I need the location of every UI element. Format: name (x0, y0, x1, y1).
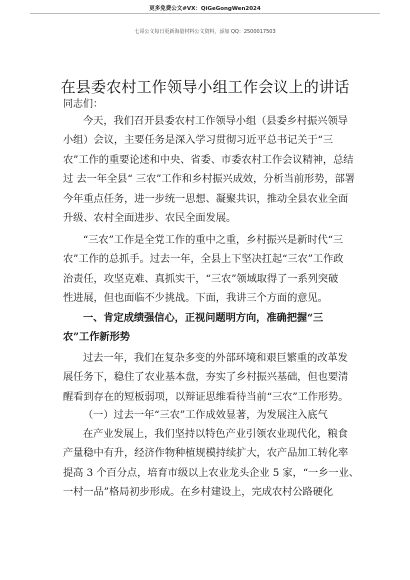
text-line: 性进展，但也面临不少挑战。下面，我讲三个方面的意见。 (63, 293, 328, 305)
text-line: 治责任，攻坚克难、真抓实干，“三农”领域取得了一系列突破 (63, 273, 339, 285)
heading-line: （一）过去一年“三农”工作成效显著，为发展注入底气 (83, 410, 328, 421)
heading-line: 一、肯定成绩强信心，正视问题明方向，准确把握“三 (83, 312, 324, 324)
text-line: 今天，我们召开县委农村工作领导小组（县委乡村振兴领导 (83, 116, 348, 127)
paragraph-4 (63, 425, 363, 503)
text-line: 小组）会议，主要任务是深入学习贯彻习近平总书记关于“三 (63, 135, 334, 147)
text-line: 醒看到存在的短板弱项，以辩证思维看待当前“三农”工作形势。 (63, 391, 349, 403)
text-line: 过去一年，我们在复杂多变的外部环境和艰巨繁重的改革发 (83, 353, 348, 364)
document-title: 在县委农村工作领导小组工作会议上的讲话 (60, 78, 350, 96)
salutation: 同志们： (63, 99, 103, 110)
paragraph-1 (63, 112, 363, 228)
text-line: 升级、农村全面进步、农民全面发展。 (63, 213, 237, 225)
text-line: 农”工作的总抓手。过去一年，全县上下坚决扛起“三农”工作政 (63, 254, 344, 266)
text-line: 在产业发展上，我们坚持以特色产业引领农业现代化，粮食 (83, 429, 348, 440)
page-header: 更多免费公文#VX：QiGeGongWen2024 (149, 6, 261, 12)
text-line: 农”工作的重要论述和中央、省委、市委农村工作会议精神，总结 (63, 154, 354, 166)
header-divider (30, 13, 380, 14)
paragraph-2 (63, 231, 363, 309)
text-line: 过 去一年全县“ 三农”工作和乡村振兴成效，分析当前形势，部署 (63, 174, 355, 186)
text-line: 今年重点任务，进一步统一思想、凝聚共识，推动全县农业全面 (63, 193, 349, 205)
text-line: “三农”工作是全党工作的重中之重，乡村振兴是新时代“三 (83, 235, 344, 246)
text-line: 展任务下，稳住了农业基本盘，夯实了乡村振兴基础，但也要清 (63, 372, 349, 384)
text-line: 一村一品”格局初步形成。在乡村建设上，完成农村公路硬化 (63, 487, 334, 499)
paragraph-3 (63, 349, 363, 407)
text-line: 提高 3 个百分点，培育市级以上农业龙头企业 5 家，“一乡一业、 (63, 467, 359, 479)
section-heading-1 (63, 309, 363, 348)
heading-line: 农”工作新形势 (63, 331, 130, 344)
subsection-heading-1 (63, 406, 363, 425)
promo-line: 七哥公文每日更新海量材料公文资料，添加 QQ：2500017503 (134, 29, 276, 35)
text-line: 产量稳中有升，经济作物种植规模持续扩大，农产品加工转化率 (63, 448, 349, 460)
